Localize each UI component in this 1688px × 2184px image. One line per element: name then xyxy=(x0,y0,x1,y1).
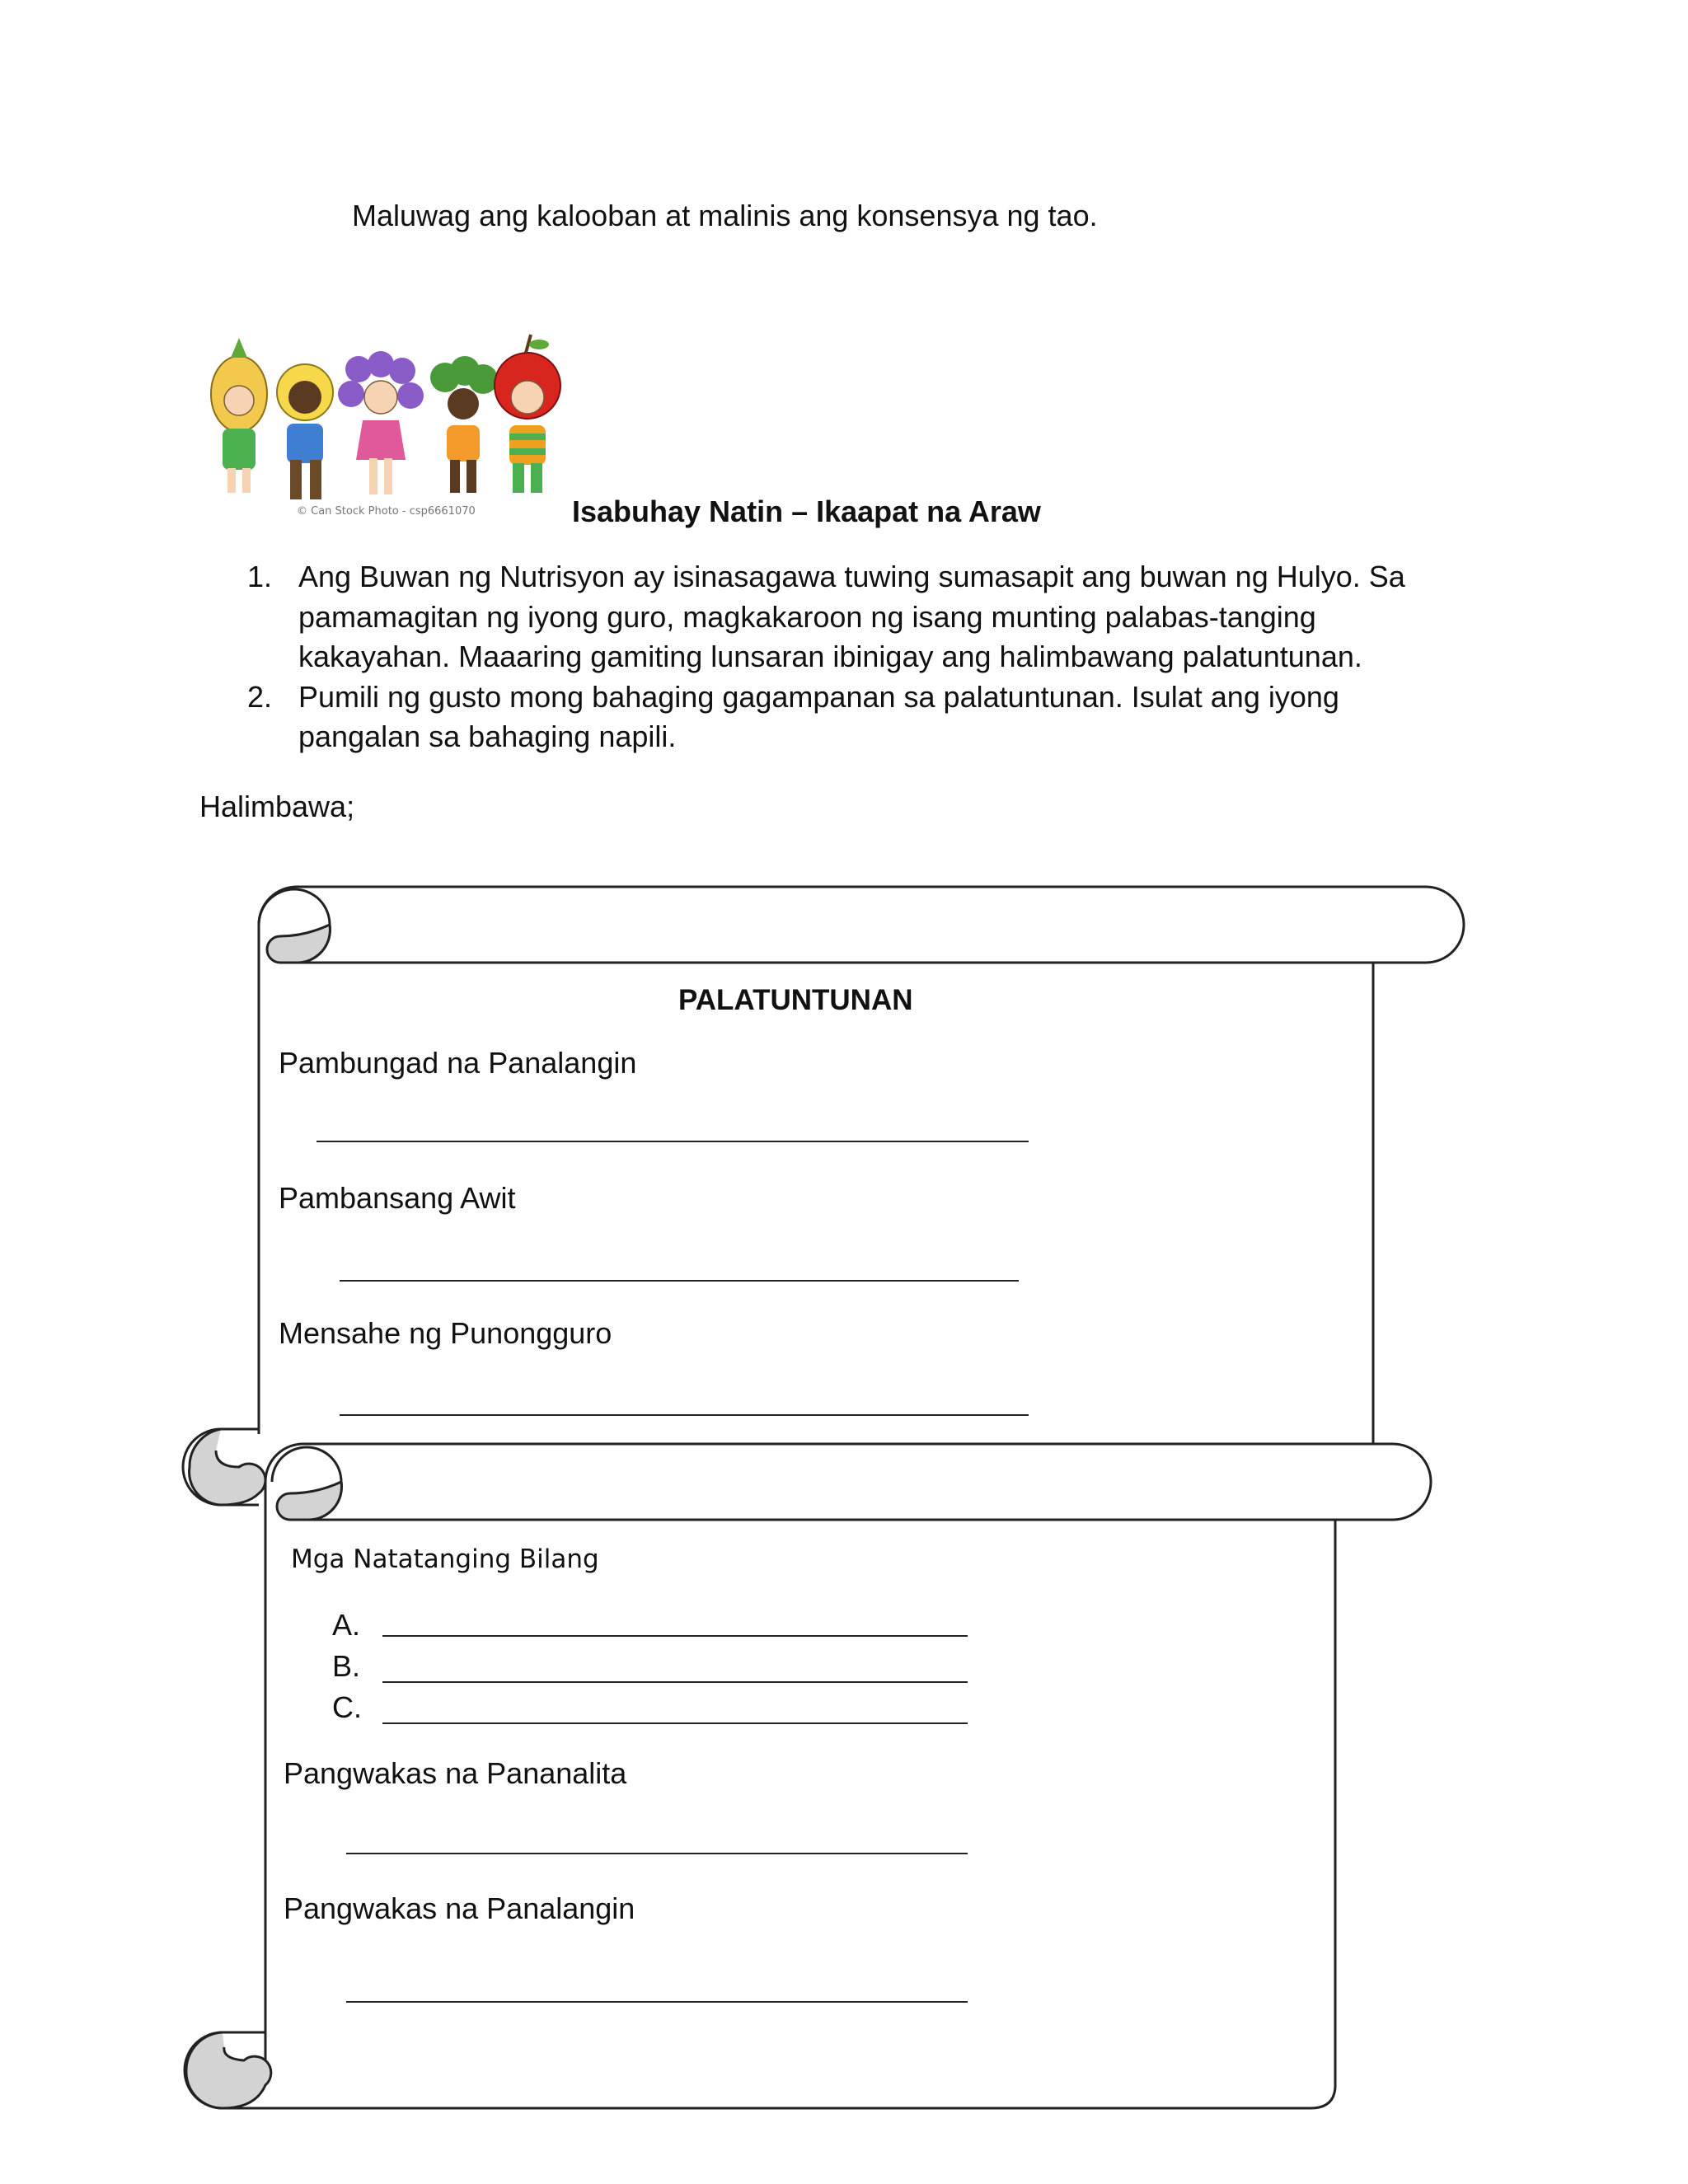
instruction-text: Pumili ng gusto mong bahaging gagampanan sa palatuntunan. Isulat ang iyong pangalan sa bahaging napili. xyxy=(298,679,1339,753)
answer-blank[interactable] xyxy=(382,1635,968,1637)
special-numbers-label: Mga Natatanging Bilang xyxy=(291,1544,599,1574)
answer-blank[interactable] xyxy=(346,1853,968,1854)
program-item: Pangwakas na Panalangin xyxy=(284,1891,635,1925)
scroll-curl xyxy=(186,2032,271,2108)
instruction-number: 2. xyxy=(247,679,273,714)
special-number-letter: A. xyxy=(332,1608,361,1642)
answer-blank[interactable] xyxy=(382,1722,968,1724)
image-caption: © Can Stock Photo - csp6661070 xyxy=(297,505,476,518)
instruction-number: 1. xyxy=(247,560,273,593)
answer-blank[interactable] xyxy=(316,1141,1029,1142)
answer-blank[interactable] xyxy=(382,1681,968,1683)
intro-line: Maluwag ang kalooban at malinis ang konsensya ng tao. xyxy=(352,199,1098,232)
special-number-letter: B. xyxy=(332,1649,361,1683)
answer-blank[interactable] xyxy=(340,1414,1029,1416)
instruction-text: Ang Buwan ng Nutrisyon ay isinasagawa tuwing sumasapit ang buwan ng Hulyo. Sa pamamagitan ng iyong guro, magkakaroon ng isang munting palabas-tanging kakayahan. Maaaring gamiting lunsaran ibinigay ang halimbawang palatuntunan. xyxy=(298,560,1405,673)
program-item: Mensahe ng Punongguro xyxy=(279,1316,612,1350)
answer-blank[interactable] xyxy=(340,1280,1019,1282)
program-heading: PALATUNTUNAN xyxy=(678,984,913,1016)
program-item: Pambungad na Panalangin xyxy=(279,1046,637,1080)
program-item: Pangwakas na Pananalita xyxy=(284,1756,627,1790)
example-label: Halimbawa; xyxy=(199,790,355,823)
program-item: Pambansang Awit xyxy=(279,1181,516,1215)
special-number-letter: C. xyxy=(332,1690,362,1724)
answer-blank[interactable] xyxy=(346,2001,968,2003)
scroll-curl xyxy=(267,925,330,963)
section-title: Isabuhay Natin – Ikaapat na Araw xyxy=(572,494,1041,528)
